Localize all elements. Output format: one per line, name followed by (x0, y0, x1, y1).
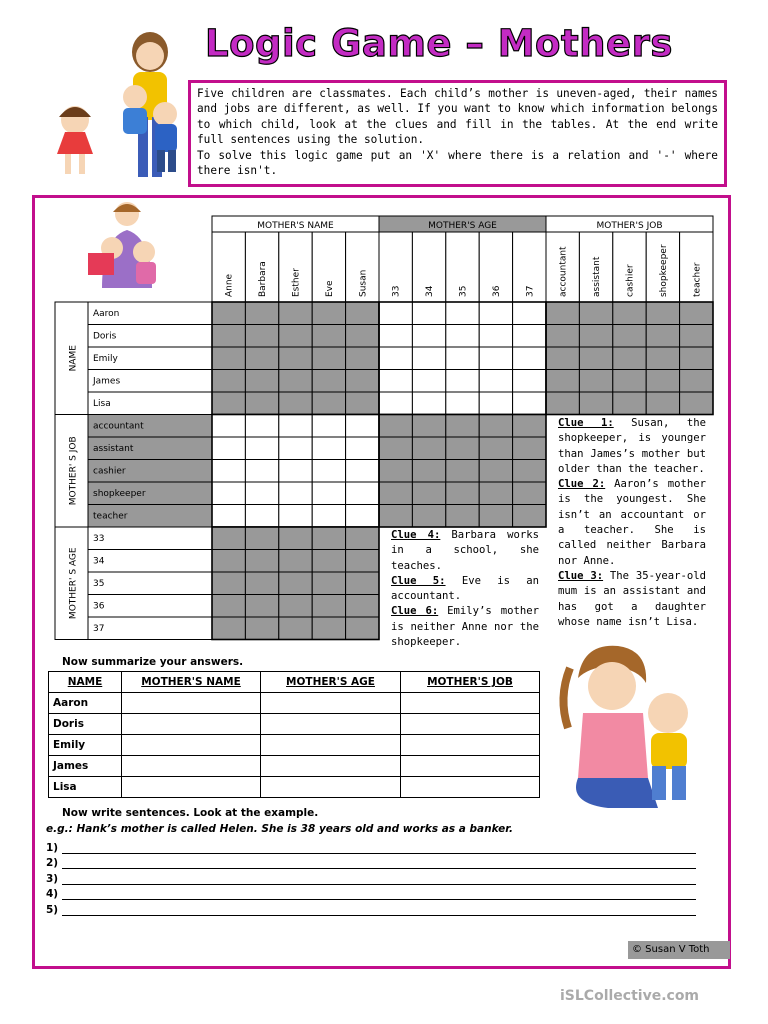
grid-cell (245, 415, 278, 438)
sentence-line (46, 900, 696, 916)
grid-cell (245, 370, 278, 393)
row-label: Lisa (93, 399, 111, 409)
clue-3-label: Clue 3: (558, 569, 604, 582)
grid-cell (346, 392, 379, 415)
row-label-cell (88, 572, 212, 595)
grid-cell (212, 437, 245, 460)
grid-cell (513, 392, 546, 415)
column-header-label: 35 (458, 285, 469, 297)
row-label: 37 (93, 624, 105, 634)
answer-cell[interactable] (122, 735, 261, 756)
instructions-rule: To solve this logic game put an 'X' where there is a relation and '-' where there isn't. (197, 148, 718, 178)
grid-cell (279, 527, 312, 550)
grid-cell (212, 392, 245, 415)
grid-cell (613, 302, 646, 325)
grid-cell (346, 550, 379, 573)
grid-cell (346, 325, 379, 348)
instructions-text: Five children are classmates. Each child’s mother is uneven-aged, their names and jobs are different, as well. If you want to know which information belongs to which child, look at the clues and fill in the tables. At the end write full sentences using the solution. (197, 87, 718, 147)
summary-heading: Now summarize your answers. (62, 656, 244, 668)
column-header-label: Anne (224, 273, 235, 297)
grid-cell (446, 505, 479, 528)
grid-cell (212, 415, 245, 438)
grid-cell (279, 302, 312, 325)
grid-cell (212, 527, 245, 550)
grid-cell (212, 595, 245, 618)
grid-cell (312, 595, 345, 618)
grid-cell (312, 505, 345, 528)
grid-cell (279, 415, 312, 438)
answer-cell[interactable] (401, 714, 540, 735)
grid-cell (312, 370, 345, 393)
grid-cell (412, 347, 445, 370)
column-header-label: 36 (491, 285, 502, 297)
grid-cell (412, 482, 445, 505)
grid-cell (613, 347, 646, 370)
grid-cell (379, 302, 412, 325)
grid-cell (646, 347, 679, 370)
grid-cell (245, 527, 278, 550)
clue-1-text: Susan, the shopkeeper, is younger than James’s mother but older than the teacher. (558, 417, 706, 475)
grid-cell (613, 392, 646, 415)
grid-cell (245, 617, 278, 640)
grid-cell (680, 392, 713, 415)
sentence-blank[interactable] (62, 889, 696, 900)
grid-cell (546, 302, 579, 325)
row-label-cell (88, 617, 212, 640)
answer-cell[interactable] (261, 693, 401, 714)
grid-cell (513, 505, 546, 528)
col-mothers-job: MOTHER'S JOB (401, 672, 540, 693)
grid-cell (680, 370, 713, 393)
column-header-label: 33 (391, 285, 402, 297)
grid-cell (546, 392, 579, 415)
grid-cell (646, 370, 679, 393)
grid-cell (446, 460, 479, 483)
grid-cell (279, 325, 312, 348)
column-header-label: accountant (558, 246, 569, 297)
answer-cell[interactable] (122, 693, 261, 714)
grid-cell (212, 572, 245, 595)
grid-cell (279, 347, 312, 370)
grid-cell (312, 482, 345, 505)
grid-cell (346, 527, 379, 550)
row-group-label: MOTHER' S JOB (68, 436, 79, 506)
grid-cell (212, 617, 245, 640)
grid-cell (279, 550, 312, 573)
clue-4-text: Barbara works in a school, she teaches. (391, 529, 539, 572)
group-header-label: MOTHER'S NAME (257, 221, 334, 231)
grid-cell (212, 370, 245, 393)
page-title: Logic Game – Mothers (205, 22, 673, 65)
grid-cell (212, 550, 245, 573)
answer-cell[interactable] (401, 735, 540, 756)
sentence-number: 1) (46, 841, 59, 854)
table-row (49, 714, 540, 735)
row-label: 35 (93, 579, 105, 589)
grid-cell (479, 347, 512, 370)
grid-cell (312, 527, 345, 550)
grid-cell (379, 437, 412, 460)
column-header-label: shopkeeper (658, 244, 669, 297)
sentence-number: 3) (46, 872, 59, 885)
row-label: shopkeeper (93, 489, 146, 499)
clue-3-text: The 35-year-old mum is an assistant and has got a daughter whose name isn’t Lisa. (558, 569, 706, 628)
answer-cell[interactable] (401, 777, 540, 798)
grid-cell (446, 325, 479, 348)
column-header-label: teacher (692, 262, 703, 297)
grid-cell (412, 460, 445, 483)
grid-cell (646, 302, 679, 325)
group-header-label: MOTHER'S JOB (596, 221, 663, 231)
answer-cell[interactable] (122, 777, 261, 798)
grid-cell (312, 572, 345, 595)
grid-cell (579, 347, 612, 370)
grid-cell (279, 437, 312, 460)
table-row (49, 735, 540, 756)
clue-5-label: Clue 5: (391, 574, 446, 587)
row-child: James (49, 756, 122, 777)
grid-cell (446, 482, 479, 505)
grid-cell (279, 392, 312, 415)
grid-cell (412, 505, 445, 528)
grid-cell (546, 347, 579, 370)
answer-cell[interactable] (401, 756, 540, 777)
sentence-line (46, 838, 696, 854)
table-row (49, 693, 540, 714)
grid-cell (680, 302, 713, 325)
row-label: 34 (93, 556, 105, 567)
column-header-label: Barbara (258, 261, 269, 297)
clue-1-label: Clue 1: (558, 417, 614, 429)
grid-cell (312, 325, 345, 348)
grid-cell (245, 437, 278, 460)
grid-cell (479, 482, 512, 505)
row-label-cell (88, 595, 212, 618)
clues-right (558, 416, 706, 630)
grid-cell (613, 325, 646, 348)
grid-cell (513, 415, 546, 438)
grid-cell (513, 370, 546, 393)
grid-cell (579, 325, 612, 348)
grid-cell (312, 617, 345, 640)
sentence-example: e.g.: Hank’s mother is called Helen. She is 38 years old and works as a banker. (46, 823, 513, 835)
row-label: accountant (93, 421, 144, 432)
col-mothers-age: MOTHER'S AGE (261, 672, 401, 693)
grid-cell (346, 415, 379, 438)
answer-cell[interactable] (122, 714, 261, 735)
grid-cell (379, 482, 412, 505)
grid-cell (312, 347, 345, 370)
grid-cell (245, 392, 278, 415)
row-group-label: NAME (68, 345, 79, 372)
grid-cell (479, 325, 512, 348)
grid-cell (279, 460, 312, 483)
grid-cell (613, 370, 646, 393)
row-label: James (93, 376, 121, 387)
sentence-number: 5) (46, 903, 59, 916)
grid-cell (446, 415, 479, 438)
answer-cell[interactable] (261, 714, 401, 735)
grid-cell (412, 392, 445, 415)
sentence-number: 2) (46, 857, 59, 869)
grid-cell (379, 505, 412, 528)
row-label: 33 (93, 534, 105, 544)
grid-cell (346, 437, 379, 460)
grid-cell (346, 460, 379, 483)
row-label: cashier (93, 466, 126, 477)
grid-cell (346, 617, 379, 640)
clues-left (391, 528, 539, 650)
sentence-blank[interactable] (62, 858, 696, 869)
grid-cell (279, 572, 312, 595)
sentence-blank[interactable] (62, 843, 696, 854)
column-header-label: Eve (324, 280, 335, 297)
grid-cell (479, 460, 512, 483)
grid-cell (379, 415, 412, 438)
grid-cell (546, 325, 579, 348)
row-label: assistant (93, 444, 134, 454)
row-child: Emily (49, 735, 122, 756)
grid-cell (680, 325, 713, 348)
row-label: Doris (93, 331, 117, 342)
table-row (49, 777, 540, 798)
grid-cell (479, 505, 512, 528)
clue-2-text: Aaron’s mother is the youngest. She isn’t an accountant or a teacher. She is called neither Barbara nor Anne. (558, 478, 706, 567)
row-child: Doris (49, 714, 122, 735)
grid-cell (479, 415, 512, 438)
grid-cell (412, 370, 445, 393)
answer-cell[interactable] (261, 735, 401, 756)
grid-cell (513, 482, 546, 505)
grid-cell (646, 392, 679, 415)
table-row (49, 756, 540, 777)
row-child: Aaron (49, 693, 122, 714)
grid-cell (279, 505, 312, 528)
row-child: Lisa (49, 777, 122, 798)
grid-cell (346, 595, 379, 618)
answer-cell[interactable] (401, 693, 540, 714)
grid-cell (312, 392, 345, 415)
grid-cell (379, 460, 412, 483)
mother-baby-illustration (548, 638, 708, 813)
grid-cell (212, 482, 245, 505)
grid-cell (312, 415, 345, 438)
row-label-cell (88, 527, 212, 550)
column-header-label: assistant (592, 256, 603, 297)
clue-2-label: Clue 2: (558, 478, 606, 491)
grid-cell (346, 370, 379, 393)
sentence-lines (46, 838, 696, 916)
column-header-label: cashier (625, 264, 636, 297)
sentence-blank[interactable] (62, 874, 696, 885)
grid-cell (245, 595, 278, 618)
column-header-label: Susan (358, 269, 369, 297)
grid-cell (446, 370, 479, 393)
grid-cell (312, 550, 345, 573)
grid-cell (412, 415, 445, 438)
summary-table (48, 671, 540, 798)
grid-cell (579, 370, 612, 393)
clue-4-label: Clue 4: (391, 529, 441, 541)
column-header-label: 34 (425, 285, 436, 297)
row-label: teacher (93, 511, 128, 522)
grid-cell (312, 460, 345, 483)
sentences-heading: Now write sentences. Look at the example. (62, 807, 319, 819)
grid-cell (546, 370, 579, 393)
group-header-label: MOTHER'S AGE (428, 221, 497, 231)
sentence-number: 4) (46, 888, 59, 900)
grid-cell (446, 347, 479, 370)
col-name: NAME (49, 672, 122, 693)
grid-cell (312, 437, 345, 460)
grid-cell (513, 437, 546, 460)
column-header-label: Esther (291, 268, 302, 297)
sentence-line (46, 854, 696, 870)
grid-cell (412, 437, 445, 460)
row-group-label: MOTHER' S AGE (68, 547, 79, 620)
grid-cell (346, 347, 379, 370)
grid-cell (513, 325, 546, 348)
column-header-label: 37 (525, 285, 536, 297)
grid-cell (245, 550, 278, 573)
grid-cell (245, 572, 278, 595)
grid-cell (346, 572, 379, 595)
grid-cell (346, 505, 379, 528)
clue-6-text: Emily’s mother is neither Anne nor the shopkeeper. (391, 605, 539, 649)
grid-cell (346, 482, 379, 505)
grid-cell (212, 325, 245, 348)
answer-cell[interactable] (261, 777, 401, 798)
grid-cell (279, 595, 312, 618)
grid-cell (245, 325, 278, 348)
clue-5-text: Eve is an accountant. (391, 574, 539, 603)
grid-cell (279, 370, 312, 393)
grid-cell (312, 302, 345, 325)
grid-cell (245, 347, 278, 370)
grid-cell (212, 347, 245, 370)
grid-cell (579, 392, 612, 415)
grid-cell (680, 347, 713, 370)
clue-6-label: Clue 6: (391, 605, 439, 618)
grid-cell (479, 392, 512, 415)
grid-cell (212, 460, 245, 483)
grid-cell (579, 302, 612, 325)
row-label: Aaron (93, 309, 120, 319)
grid-cell (646, 325, 679, 348)
grid-cell (412, 325, 445, 348)
grid-cell (446, 392, 479, 415)
answer-cell[interactable] (261, 756, 401, 777)
grid-cell (245, 482, 278, 505)
grid-cell (446, 302, 479, 325)
grid-cell (279, 617, 312, 640)
sentence-line (46, 885, 696, 901)
grid-cell (513, 347, 546, 370)
sentence-blank[interactable] (62, 905, 696, 916)
grid-cell (279, 482, 312, 505)
col-mothers-name: MOTHER'S NAME (122, 672, 261, 693)
sentence-line (46, 869, 696, 885)
row-label: 36 (93, 601, 105, 612)
grid-cell (212, 302, 245, 325)
grid-cell (513, 302, 546, 325)
grid-cell (379, 370, 412, 393)
answer-cell[interactable] (122, 756, 261, 777)
grid-cell (212, 505, 245, 528)
grid-cell (446, 437, 479, 460)
grid-cell (479, 437, 512, 460)
grid-cell (346, 302, 379, 325)
copyright-credit: © Susan V Toth (628, 941, 730, 959)
grid-cell (379, 392, 412, 415)
grid-cell (379, 325, 412, 348)
row-label-cell (88, 550, 212, 573)
grid-cell (513, 460, 546, 483)
grid-cell (412, 302, 445, 325)
grid-cell (479, 302, 512, 325)
watermark: iSLCollective.com (560, 988, 700, 1004)
row-label: Emily (93, 354, 118, 364)
grid-cell (479, 370, 512, 393)
grid-cell (245, 505, 278, 528)
grid-cell (245, 460, 278, 483)
grid-cell (379, 347, 412, 370)
grid-cell (245, 302, 278, 325)
